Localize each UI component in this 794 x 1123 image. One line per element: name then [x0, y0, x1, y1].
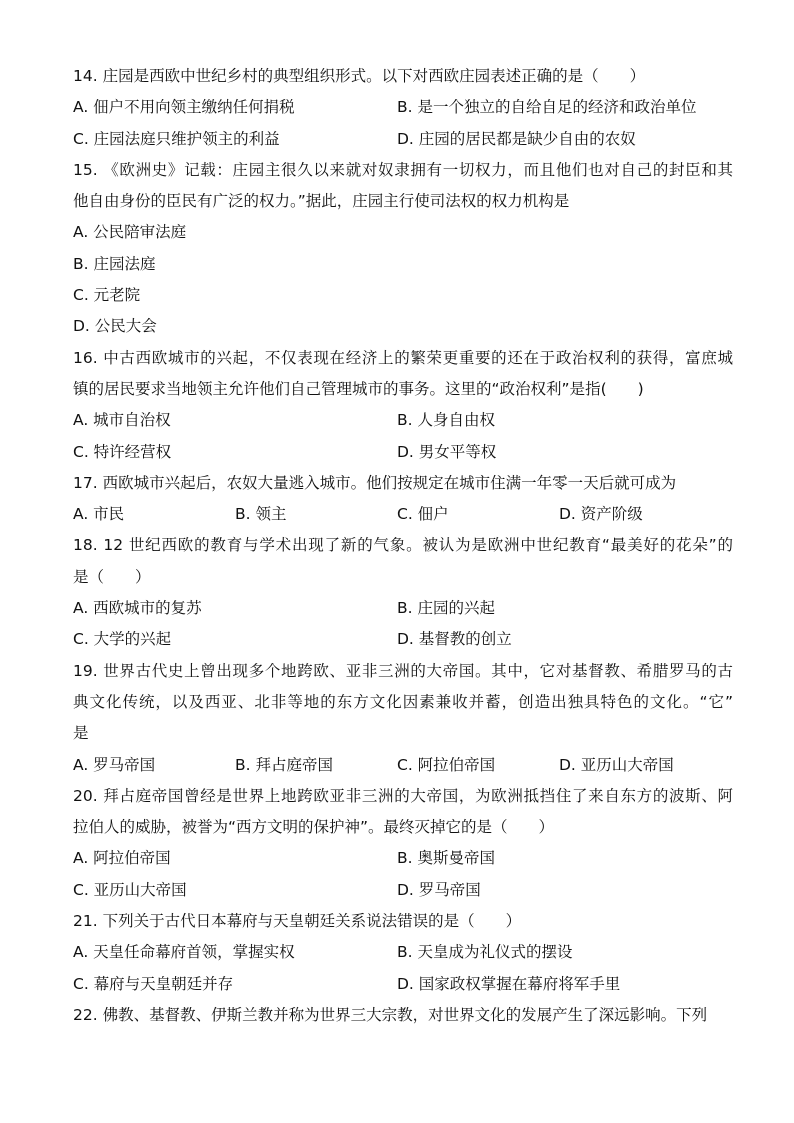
question-17 [73, 468, 733, 531]
answer-option[interactable]: A. 阿拉伯帝国 [73, 849, 171, 868]
answer-option[interactable]: B. 天皇成为礼仪式的摆设 [397, 943, 573, 962]
options-row [73, 750, 733, 781]
options-row [73, 593, 733, 624]
answer-option[interactable]: C. 特许经营权 [73, 442, 172, 461]
question-19 [73, 656, 733, 781]
answer-option[interactable]: A. 市民 [73, 505, 125, 524]
options-row [73, 969, 733, 1000]
answer-option[interactable]: A. 西欧城市的复苏 [73, 599, 202, 618]
answer-option[interactable]: C. 庄园法庭只维护领主的利益 [73, 129, 280, 148]
answer-option[interactable]: D. 资产阶级 [559, 505, 643, 524]
answer-option[interactable]: B. 人身自由权 [397, 411, 495, 430]
answer-option[interactable]: A. 佃户不用向领主缴纳任何捐税 [73, 98, 295, 117]
question-stem-line: 17. 西欧城市兴起后，农奴大量逃入城市。他们按规定在城市住满一年零一天后就可成为 [73, 473, 677, 492]
question-22 [73, 1000, 733, 1031]
question-stem-line: 拉伯人的威胁，被誉为“西方文明的保护神”。最终灭掉它的是（ ） [73, 818, 555, 837]
answer-option[interactable]: D. 基督教的创立 [397, 630, 512, 649]
answer-option[interactable]: D. 男女平等权 [397, 442, 497, 461]
question-stem-line: 18. 12 世纪西欧的教育与学术出现了新的气象。被认为是欧洲中世纪教育“最美好的花朵”的 [73, 536, 733, 555]
question-stem-line: 他自由身份的臣民有广泛的权力。”据此，庄园主行使司法权的权力机构是 [73, 192, 570, 211]
answer-option[interactable]: C. 佃户 [397, 505, 449, 524]
answer-option[interactable]: B. 领主 [235, 505, 287, 524]
answer-option[interactable]: C. 大学的兴起 [73, 630, 172, 649]
answer-option[interactable]: D. 国家政权掌握在幕府将军手里 [397, 974, 621, 993]
answer-option[interactable]: C. 阿拉伯帝国 [397, 755, 496, 774]
answer-option[interactable]: C. 元老院 [73, 286, 141, 305]
question-stem-line: 15. 《欧洲史》记载：庄园主很久以来就对奴隶拥有一切权力，而且他们也对自己的封臣和其 [73, 160, 733, 179]
question-18 [73, 530, 733, 655]
question-stem-line: 典文化传统，以及西亚、北非等地的东方文化因素兼收并蓄，创造出独具特色的文化。“它” [73, 692, 733, 711]
answer-option[interactable]: A. 城市自治权 [73, 411, 171, 430]
answer-option[interactable]: B. 庄园的兴起 [397, 599, 495, 618]
question-16 [73, 343, 733, 468]
answer-option[interactable]: C. 幕府与天皇朝廷并存 [73, 974, 234, 993]
question-stem-line: 16. 中古西欧城市的兴起，不仅表现在经济上的繁荣更重要的还在于政治权利的获得，富庶城 [73, 348, 733, 367]
answer-option[interactable]: A. 天皇任命幕府首领，掌握实权 [73, 943, 295, 962]
answer-option[interactable]: B. 奥斯曼帝国 [397, 849, 495, 868]
answer-option[interactable]: D. 公民大会 [73, 317, 157, 336]
answer-option[interactable]: D. 亚历山大帝国 [559, 755, 674, 774]
question-stem-line: 20. 拜占庭帝国曾经是世界上地跨欧亚非三洲的大帝国，为欧洲抵挡住了来自东方的波斯、阿 [73, 786, 733, 805]
question-stem-line: 是 [73, 724, 89, 743]
answer-option[interactable]: C. 亚历山大帝国 [73, 880, 187, 899]
options-row [73, 843, 733, 874]
question-stem-line: 22. 佛教、基督教、伊斯兰教并称为世界三大宗教，对世界文化的发展产生了深远影响。下列 [73, 1005, 708, 1024]
answer-option[interactable]: D. 罗马帝国 [397, 880, 481, 899]
question-list [73, 61, 733, 1031]
answer-option[interactable]: A. 罗马帝国 [73, 755, 156, 774]
options-row [73, 437, 733, 468]
options-row [73, 92, 733, 123]
answer-option[interactable]: B. 拜占庭帝国 [235, 755, 333, 774]
question-stem-line: 是（ ） [73, 567, 151, 586]
question-14 [73, 61, 733, 155]
answer-option[interactable]: D. 庄园的居民都是缺少自由的农奴 [397, 129, 636, 148]
answer-option[interactable]: B. 庄园法庭 [73, 254, 156, 273]
answer-option[interactable]: B. 是一个独立的自给自足的经济和政治单位 [397, 98, 697, 117]
options-row [73, 937, 733, 968]
question-stem-line: 镇的居民要求当地领主允许他们自己管理城市的事务。这里的“政治权利”是指( ) [73, 379, 644, 398]
options-row [73, 875, 733, 906]
options-row [73, 624, 733, 655]
question-stem-line: 19. 世界古代史上曾出现多个地跨欧、亚非三洲的大帝国。其中，它对基督教、希腊罗马的古 [73, 661, 733, 680]
options-row [73, 405, 733, 436]
question-21 [73, 906, 733, 1000]
options-row [73, 499, 733, 530]
question-15 [73, 155, 733, 343]
answer-option[interactable]: A. 公民陪审法庭 [73, 223, 187, 242]
question-stem-line: 14. 庄园是西欧中世纪乡村的典型组织形式。以下对西欧庄园表述正确的是（ ） [73, 67, 646, 85]
question-20 [73, 781, 733, 906]
question-stem-line: 21. 下列关于古代日本幕府与天皇朝廷关系说法错误的是（ ） [73, 912, 522, 931]
options-row [73, 124, 733, 155]
